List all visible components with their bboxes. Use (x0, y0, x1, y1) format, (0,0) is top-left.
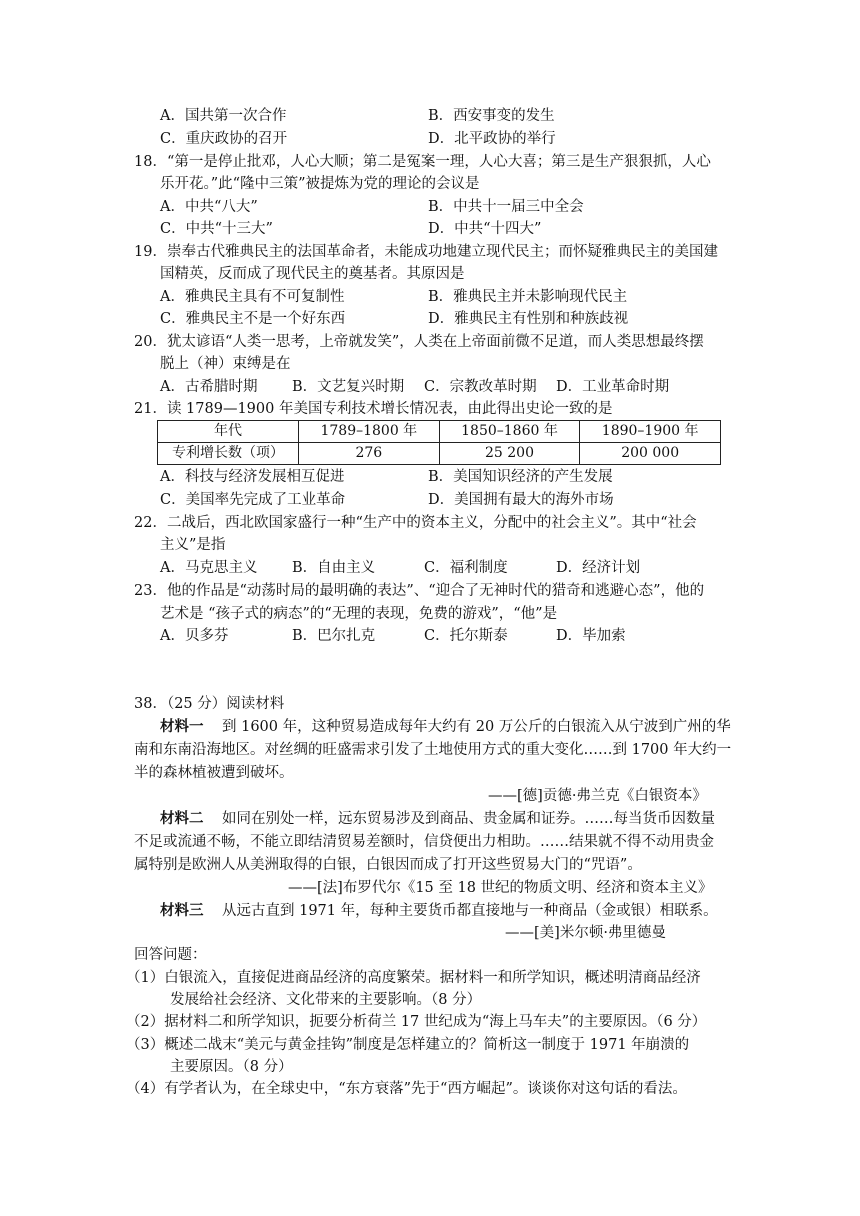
q19-option-d: D．雅典民主有性别和种族歧视 (428, 311, 629, 327)
material-1-line1: 到 1600 年，这种贸易造成每年大约有 20 万公斤的白银流入从宁波到广州的华 (222, 719, 731, 735)
q23-option-d: D．毕加索 (556, 628, 626, 644)
part-2-line1: （2）据材料二和所学知识，扼要分析荷兰 17 世纪成为“海上马车夫”的主要原因。（6 分） (126, 1014, 707, 1030)
table-header-row (158, 421, 721, 443)
q20-option-a: A．古希腊时期 (160, 379, 258, 395)
material-1-label: 材料一 (160, 718, 204, 735)
material-2-source: ——[法]布罗代尔《15 至 18 世纪的物质文明、经济和资本主义》 (288, 880, 713, 896)
q21-option-a: A．科技与经济发展相互促进 (160, 469, 345, 485)
table-header-cell: 1850–1860 年 (439, 421, 580, 443)
q22-option-c: C．福利制度 (424, 560, 508, 576)
q22-stem-line1: 22．二战后，西北欧国家盛行一种“生产中的资本主义，分配中的社会主义”。其中“社会 (134, 515, 697, 531)
q21-option-b: B．美国知识经济的产生发展 (428, 469, 613, 485)
q22-stem-line2: 主义”是指 (160, 537, 226, 553)
q21-option-c: C．美国率先完成了工业革命 (160, 492, 346, 508)
q21-option-d: D．美国拥有最大的海外市场 (428, 492, 614, 508)
q22-option-b: B．自由主义 (292, 560, 376, 576)
material-2-line2: 不足或流通不畅，不能立即结清贸易差额时，信贷便出力相助。……结果就不得不动用贵金 (134, 834, 714, 850)
q20-option-d: D．工业革命时期 (556, 379, 670, 395)
table-cell: 200 000 (580, 443, 721, 465)
q18-option-c: C．中共“十三大” (160, 221, 273, 237)
q18-option-b: B．中共十一届三中全会 (428, 199, 584, 215)
q19-stem-line2: 国精英，反而成了现代民主的奠基者。其原因是 (160, 266, 465, 282)
table-cell: 25 200 (439, 443, 580, 465)
material-2-line3: 属特别是欧洲人从美洲取得的白银，白银因而成了打开这些贸易大门的“咒语”。 (134, 857, 642, 873)
table-cell: 专利增长数（项） (158, 443, 299, 465)
table-header-cell: 年代 (158, 421, 299, 443)
q22-option-a: A．马克思主义 (160, 560, 258, 576)
material-2-line1: 如同在别处一样，远东贸易涉及到商品、贵金属和证券。……每当货币因数量 (222, 811, 715, 827)
material-1-source: ——[德]贡德·弗兰克《白银资本》 (488, 788, 707, 804)
q23-stem-line2: 艺术是 “孩子式的病态”的“无理的表现，免费的游戏”，“他”是 (160, 606, 558, 622)
q22-option-d: D．经济计划 (556, 560, 641, 576)
q17-option-d: D．北平政协的举行 (428, 131, 556, 147)
q20-option-b: B．文艺复兴时期 (292, 379, 405, 395)
answer-prompt: 回答问题： (134, 947, 207, 963)
q19-option-c: C．雅典民主不是一个好东西 (160, 311, 346, 327)
q18-option-d: D．中共“十四大” (428, 221, 542, 237)
q23-option-a: A．贝多芬 (160, 628, 229, 644)
q20-stem-line1: 20．犹太谚语“人类一思考，上帝就发笑”，人类在上帝面前微不足道，而人类思想最终摆 (134, 334, 704, 350)
q18-option-a: A．中共“八大” (160, 199, 258, 215)
table-cell: 276 (299, 443, 440, 465)
q21-patent-table (157, 420, 721, 465)
table-header-cell: 1890–1900 年 (580, 421, 721, 443)
q19-option-b: B．雅典民主并未影响现代民主 (428, 289, 628, 305)
q20-option-c: C．宗教改革时期 (424, 379, 537, 395)
q20-stem-line2: 脱上（神）束缚是在 (160, 356, 291, 372)
q23-option-c: C．托尔斯泰 (424, 628, 508, 644)
part-4-line1: （4）有学者认为，在全球史中，“东方衰落”先于“西方崛起”。谈谈你对这句话的看法。 (126, 1081, 687, 1097)
part-1-line1: （1）白银流入，直接促进商品经济的高度繁荣。据材料一和所学知识，概述明清商品经济 (126, 970, 701, 986)
table-header-cell: 1789–1800 年 (299, 421, 440, 443)
q18-stem-line1: 18．“第一是停止批邓，人心大顺；第二是冤案一理，人心大喜；第三是生产狠狠抓，人心 (134, 154, 711, 170)
part-3-line2: 主要原因。（8 分） (170, 1059, 293, 1075)
q23-stem-line1: 23．他的作品是“动荡时局的最明确的表达”、“迎合了无神时代的猎奇和逃避心态”，他的 (134, 583, 705, 599)
table-row (158, 443, 721, 465)
part-3-line1: （3）概述二战末“美元与黄金挂钩”制度是怎样建立的？简析这一制度于 1971 年崩溃的 (126, 1037, 690, 1053)
q21-stem-line1: 21．读 1789—1900 年美国专利技术增长情况表，由此得出史论一致的是 (134, 401, 613, 417)
material-3-label: 材料三 (160, 902, 204, 919)
q17-option-b: B．西安事变的发生 (428, 108, 555, 124)
q17-option-c: C．重庆政协的召开 (160, 131, 288, 147)
material-3-line1: 从远古直到 1971 年，每种主要货币都直接地与一种商品（金或银）相联系。 (222, 903, 718, 919)
part-1-line2: 发展给社会经济、文化带来的主要影响。（8 分） (170, 992, 482, 1008)
material-1-line3: 半的森林植被遭到破坏。 (134, 765, 294, 781)
material-3-source: ——[美]米尔顿·弗里德曼 (505, 925, 666, 941)
q23-option-b: B．巴尔扎克 (292, 628, 376, 644)
q19-option-a: A．雅典民主具有不可复制性 (160, 289, 345, 305)
material-2-label: 材料二 (160, 810, 204, 827)
q38-heading: 38．（25 分）阅读材料 (134, 696, 285, 712)
q18-stem-line2: 乐开花。”此“隆中三策”被提炼为党的理论的会议是 (160, 176, 480, 192)
q17-option-a: A．国共第一次合作 (160, 108, 287, 124)
material-1-line2: 南和东南沿海地区。对丝绸的旺盛需求引发了土地使用方式的重大变化……到 1700 年大约一 (134, 742, 732, 758)
q19-stem-line1: 19．崇奉古代雅典民主的法国革命者，未能成功地建立现代民主；而怀疑雅典民主的美国建 (134, 244, 718, 260)
